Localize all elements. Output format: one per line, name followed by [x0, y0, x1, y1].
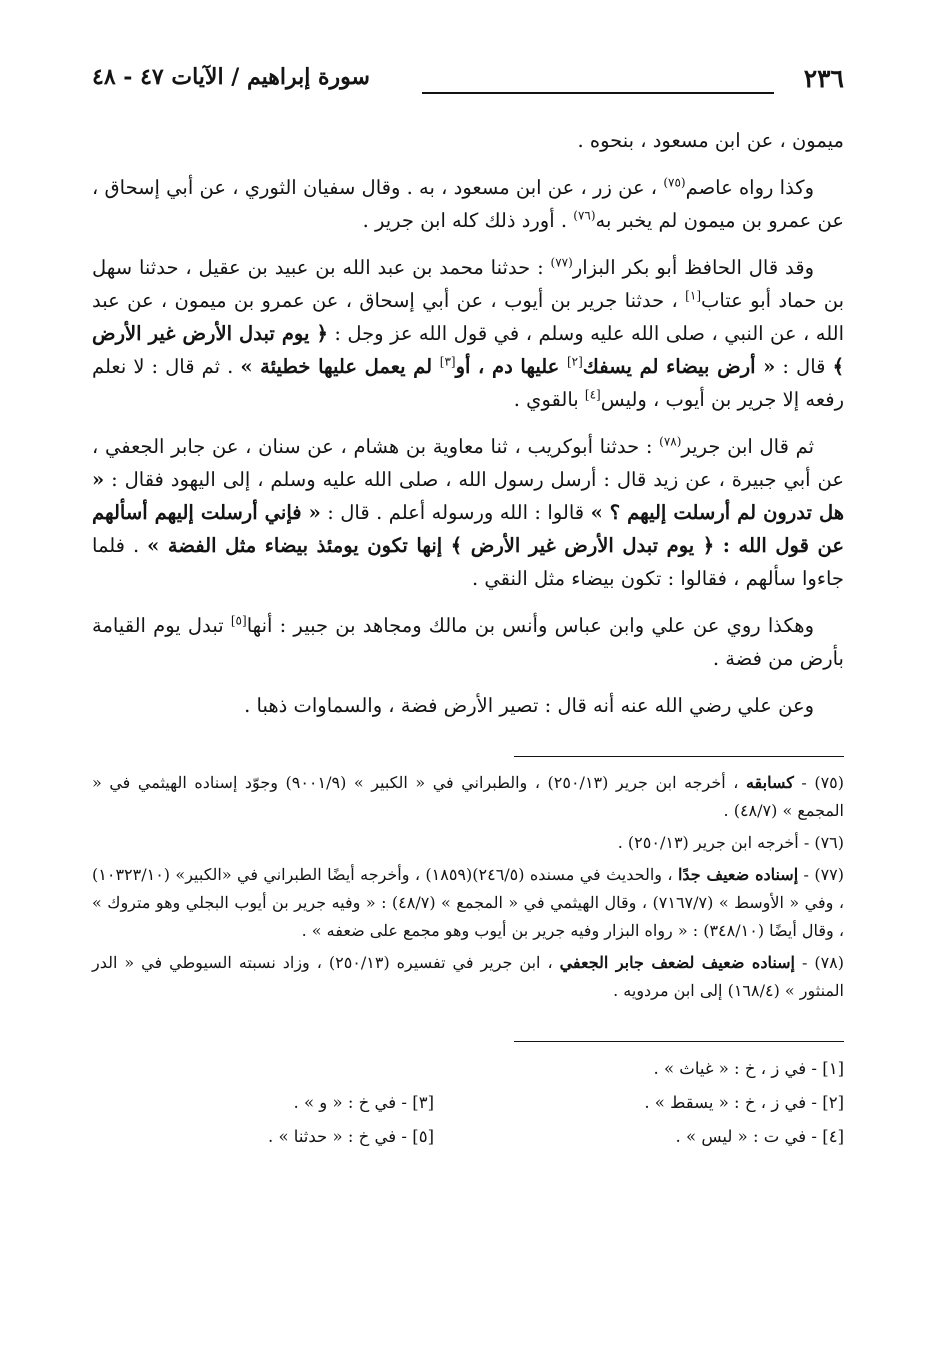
paragraph-text: وهكذا روي عن علي وابن عباس وأنس بن مالك ومجاهد بن جبير : أنها: [246, 614, 814, 637]
note-ref: [٣]: [439, 354, 456, 369]
book-page: [92, 60, 844, 1310]
paragraph-6: [92, 689, 844, 722]
variant-notes: [92, 1052, 844, 1154]
footnote-ref: (٧٧): [550, 255, 573, 270]
page-header: [92, 60, 844, 102]
page-title: سورة إبراهيم / الآيات ٤٧ - ٤٨: [92, 64, 370, 90]
hadith-quote: « فإني أرسلت إليهم أسألهم عن قول الله : ﴿ يوم تبدل الأرض غير الأرض ﴾ إنها تكون يومئذ بيضاء مثل الفضة »: [92, 501, 844, 557]
main-text: [92, 124, 844, 722]
hadith-quote: « أرض بيضاء لم يسفك: [582, 355, 776, 378]
footnote-75: (٧٥) - كسابقه ، أخرجه ابن جرير (٢٥٠/١٣) ، والطبراني في « الكبير » (٩٠٠١/٩) وجوّد إسناده الهيثمي في « المجمع » (٤٨/٧) .: [92, 773, 844, 820]
footnote-76: (٧٦) - أخرجه ابن جرير (٢٥٠/١٣) .: [617, 833, 844, 852]
paragraph-4: [92, 430, 844, 595]
paragraph-text: . أورد ذلك كله ابن جرير .: [362, 209, 574, 232]
footnote-77: (٧٧) - إسناده ضعيف جدًا ، والحديث في مسنده (٢٤٦/٥)(١٨٥٩) ، وأخرجه أيضًا الطبراني في «الكبير» (١٠٣٢٣/١٠) ، وفي « الأوسط » (٧١٦٧/٧) ، وقال الهيثمي في « المجمع » (٤٨/٧) : « وفيه جرير بن أيوب البجلي وهو متروك » ، وقال أيضًا (٣٤٨/١٠) : « رواه البزار وفيه جرير بن أيوب وهو مجمع على ضعفه » .: [92, 865, 845, 940]
paragraph-text: ، حدثنا جرير بن أيوب ، عن أبي إسحاق ، عن عمرو بن ميمون ، عن عبد الله ، عن النبي ، صلى الله عليه وسلم ، في قول الله عز وجل :: [92, 289, 845, 345]
note-ref: [٥]: [230, 613, 247, 628]
header-rule: [422, 92, 774, 94]
paragraph-text: . فلما جاءوا سألهم ، فقالوا : تكون بيضاء مثل النقي .: [92, 534, 844, 590]
quran-verse: ﴿ يوم تبدل الأرض غير الأرض ﴾: [92, 322, 844, 378]
note-4: [٤] - في ت : « ليس » .: [675, 1127, 844, 1146]
paragraph-3: [92, 251, 844, 416]
paragraph-text: قالوا : الله ورسوله أعلم . قال :: [320, 501, 591, 524]
footnote-separator: [514, 756, 844, 757]
note-ref: [٤]: [584, 387, 601, 402]
hadith-quote: لم يعمل عليها خطيئة »: [240, 355, 440, 378]
note-1: [١] - في ز ، خ : « غياث » .: [653, 1059, 844, 1078]
footnote-ref: (٧٦): [573, 208, 596, 223]
footnotes: [92, 769, 844, 1005]
paragraph-text: ميمون ، عن ابن مسعود ، بنحوه .: [577, 129, 844, 152]
notes-row: [92, 1086, 844, 1120]
note-ref: [٢]: [566, 354, 583, 369]
paragraph-text: وعن علي رضي الله عنه أنه قال : تصير الأرض فضة ، والسماوات ذهبا .: [244, 694, 814, 717]
notes-row: [92, 1120, 844, 1154]
paragraph-text: بالقوي .: [513, 388, 585, 411]
notes-separator: [514, 1041, 844, 1042]
paragraph-text: ثم قال ابن جرير: [681, 435, 814, 458]
paragraph-text: وقد قال الحافظ أبو بكر البزار: [572, 256, 815, 279]
hadith-quote: عليها دم ، أو: [455, 355, 567, 378]
paragraph-text: : حدثنا محمد بن عبد الله بن عبيد بن عقيل ، حدثنا سهل بن حماد أبو عتاب: [92, 256, 844, 312]
paragraph-1: [92, 124, 844, 157]
note-3: [٣] - في خ : « و » .: [293, 1093, 434, 1112]
footnote-ref: (٧٥): [663, 175, 686, 190]
footnote-ref: (٧٨): [659, 434, 682, 449]
paragraph-text: ، عن زر ، عن ابن مسعود ، به . وقال سفيان الثوري ، عن أبي إسحاق ، عن عمرو بن ميمون لم يخبر به: [92, 176, 844, 232]
notes-row: [92, 1052, 844, 1086]
paragraph-text: قال :: [775, 355, 833, 378]
note-5: [٥] - في خ : « حدثنا » .: [267, 1127, 434, 1146]
note-ref: [١]: [685, 288, 701, 303]
paragraph-text: تبدل يوم القيامة بأرض من فضة .: [92, 614, 844, 670]
paragraph-text: : حدثنا أبوكريب ، ثنا معاوية بن هشام ، عن سنان ، عن جابر الجعفي ، عن أبي جبيرة ، عن زيد قال : أرسل رسول الله ، صلى الله عليه وسلم ، إلى اليهود فقال :: [92, 435, 844, 491]
paragraph-2: [92, 171, 844, 237]
note-2: [٢] - في ز ، خ : « يسقط » .: [644, 1093, 844, 1112]
page-number: ٢٣٦: [803, 64, 844, 93]
hadith-quote: « هل تدرون لم أرسلت إليهم ؟ »: [92, 468, 844, 524]
footnote-78: (٧٨) - إسناده ضعيف لضعف جابر الجعفي ، ابن جرير في تفسيره (٢٥٠/١٣) ، وزاد نسبته السيوطي في « الدر المنثور » (١٦٨/٤) إلى ابن مردويه .: [92, 953, 845, 1000]
paragraph-5: [92, 609, 844, 675]
paragraph-text: . ثم قال : لا نعلم رفعه إلا جرير بن أيوب ، وليس: [92, 355, 844, 411]
paragraph-text: وكذا رواه عاصم: [685, 176, 814, 199]
